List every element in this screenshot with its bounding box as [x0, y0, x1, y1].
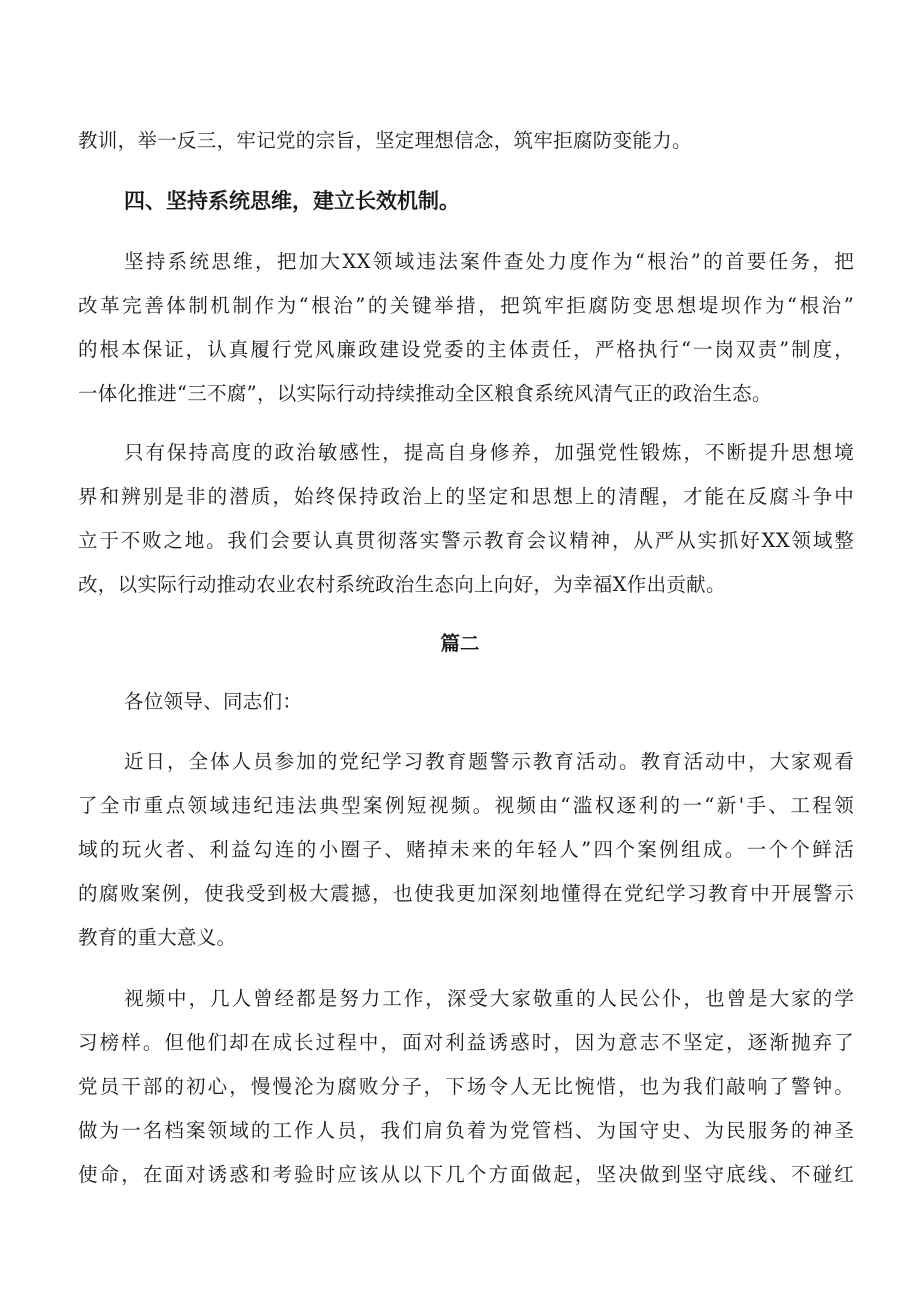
para4-line-1: 视频中，几人曾经都是努力工作，深受大家敬重的人民公仆，也曾是大家的学 [124, 987, 854, 1010]
para1-line-4: 一体化推进“三不腐”，以实际行动持续推动全区粮食系统风清气正的政治生态。 [78, 382, 772, 405]
para2-line-4: 改，以实际行动推动农业农村系统政治生态向上向好，为幸福X作出贡献。 [78, 573, 726, 596]
para2-line-1: 只有保持高度的政治敏感性，提高自身修养，加强党性锻炼，不断提升思想境 [124, 441, 854, 464]
heading-four: 四、坚持系统思维，建立长效机制。 [124, 189, 460, 213]
salutation: 各位领导、同志们： [124, 690, 303, 713]
para3-line-4: 的腐败案例，使我受到极大震撼，也使我更加深刻地懂得在党纪学习教育中开展警示 [78, 882, 854, 905]
para2-line-2: 界和辨别是非的潜质，始终保持政治上的坚定和思想上的清醒，才能在反腐斗争中 [78, 485, 854, 508]
para1-line-2: 改革完善体制机制作为“根治”的关键举措，把筑牢拒腐防变思想堤坝作为“根治” [78, 294, 854, 317]
para1-line-3: 的根本保证，认真履行党风廉政建设党委的主体责任，严格执行“一岗双责”制度， [78, 338, 854, 361]
para1-line-1: 坚持系统思维，把加大XX领域违法案件查处力度作为“根治”的首要任务，把 [124, 250, 854, 273]
para3-line-1: 近日，全体人员参加的党纪学习教育题警示教育活动。教育活动中，大家观看 [124, 750, 854, 773]
para4-line-3: 党员干部的初心，慢慢沦为腐败分子，下场令人无比惋惜，也为我们敲响了警钟。 [78, 1075, 854, 1098]
para3-line-5: 教育的重大意义。 [78, 926, 237, 949]
para2-line-3: 立于不败之地。我们会要认真贯彻落实警示教育会议精神，从严从实抓好XX领域整 [78, 529, 854, 552]
para4-line-4: 做为一名档案领域的工作人员，我们肩负着为党管档、为国守史、为民服务的神圣 [78, 1119, 854, 1142]
section-two-title: 篇二 [440, 632, 480, 655]
para4-line-5: 使命，在面对诱惑和考验时应该从以下几个方面做起，坚决做到坚守底线、不碰红 [78, 1163, 854, 1186]
intro-tail-line: 教训，举一反三，牢记党的宗旨，坚定理想信念，筑牢拒腐防变能力。 [78, 129, 692, 152]
para3-line-2: 了全市重点领域违纪违法典型案例短视频。视频由“滥权逐利的一“新'手、工程领 [78, 794, 854, 817]
para4-line-2: 习榜样。但他们却在成长过程中，面对利益诱惑时，因为意志不坚定，逐渐抛弃了 [78, 1031, 854, 1054]
para3-line-3: 域的玩火者、利益勾连的小圈子、赌掉未来的年轻人”四个案例组成。一个个鲜活 [78, 838, 854, 861]
